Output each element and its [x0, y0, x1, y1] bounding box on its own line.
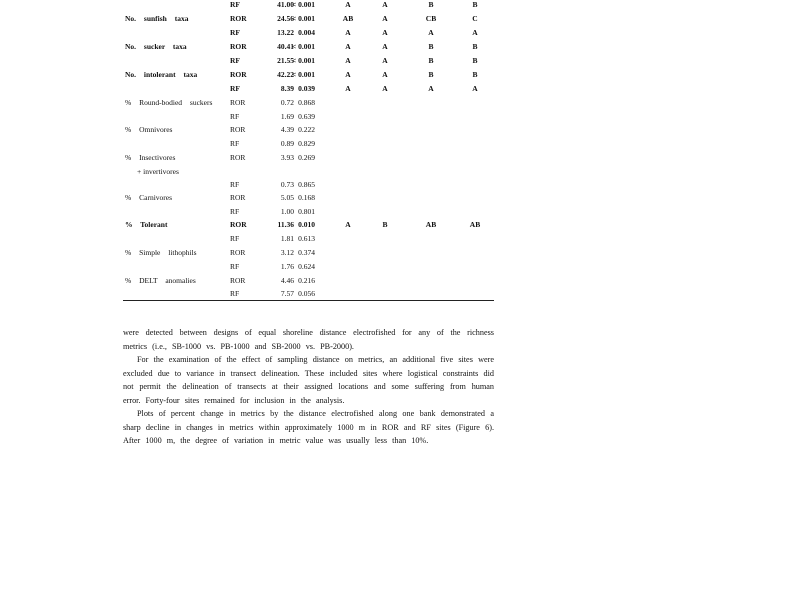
site-group: ROR [230, 98, 246, 107]
tukey-group-letter: B [382, 220, 388, 229]
tukey-group-letter: B [472, 70, 478, 79]
tukey-group-letter: A [382, 70, 388, 79]
p-value: 0.829 [298, 139, 315, 148]
tukey-group-letter: B [428, 0, 434, 9]
f-statistic: 4.39 [280, 125, 294, 134]
p-value: < 0.001 [291, 0, 315, 9]
site-group: RF [230, 28, 240, 37]
p-value: 0.374 [298, 248, 315, 257]
tukey-group-letter: A [472, 28, 478, 37]
f-statistic: 3.93 [280, 153, 294, 162]
f-statistic: 24.56 [277, 14, 294, 23]
tukey-group-letter: A [382, 0, 388, 9]
site-group: ROR [230, 193, 246, 202]
p-value: 0.216 [298, 276, 315, 285]
p-value: 0.010 [298, 220, 315, 229]
metric-label: % Omnivores [125, 125, 173, 134]
p-value: 0.624 [298, 262, 315, 271]
p-value: 0.865 [298, 180, 315, 189]
metric-label: % Tolerant [125, 220, 168, 229]
metric-label: No. sunfish taxa [125, 14, 189, 23]
site-group: RF [230, 289, 240, 298]
site-group: RF [230, 139, 240, 148]
metric-label: + invertivores [137, 167, 179, 176]
p-value: 0.613 [298, 234, 315, 243]
f-statistic: 0.72 [280, 98, 294, 107]
f-statistic: 41.00 [277, 0, 294, 9]
tukey-group-letter: CB [425, 14, 437, 23]
site-group: RF [230, 207, 240, 216]
site-group: RF [230, 56, 240, 65]
paragraph-richness-metrics: were detected between designs of equal shoreline distance electrofished for any of the richness metrics (i.e., SB-1000 vs. PB-1000 and SB-2000 vs. PB-2000). [123, 328, 494, 351]
p-value: 0.039 [298, 84, 315, 93]
metric-label: % DELT anomalies [125, 276, 196, 285]
p-value: 0.168 [298, 193, 315, 202]
site-group: ROR [230, 276, 246, 285]
tukey-group-letter: A [345, 56, 351, 65]
p-value: < 0.001 [291, 56, 315, 65]
tukey-group-letter: A [382, 56, 388, 65]
p-value: 0.004 [298, 28, 315, 37]
f-statistic: 13.22 [277, 28, 294, 37]
f-statistic: 5.05 [280, 193, 294, 202]
site-group: ROR [230, 42, 247, 51]
metric-label: % Insectivores [125, 153, 176, 162]
site-group: ROR [230, 14, 247, 23]
tukey-group-letter: C [472, 14, 478, 23]
tukey-group-letter: A [428, 28, 434, 37]
site-group: RF [230, 0, 240, 9]
p-value: 0.056 [298, 289, 315, 298]
tukey-group-letter: B [428, 56, 434, 65]
tukey-group-letter: A [345, 220, 351, 229]
f-statistic: 1.76 [280, 262, 294, 271]
tukey-group-letter: A [428, 84, 434, 93]
site-group: RF [230, 262, 240, 271]
paragraph-percent-change: Plots of percent change in metrics by the distance electrofished along one bank demonstrated a sharp decline in changes in metrics within approximately 1000 m in ROR and RF sites (Figure 6). After 1000 m, the degree of variation in metric value was usually less than 10%. [123, 409, 494, 445]
tukey-group-letter: A [382, 84, 388, 93]
tukey-group-letter: A [345, 84, 351, 93]
tukey-group-letter: B [472, 56, 478, 65]
site-group: ROR [230, 220, 247, 229]
f-statistic: 11.36 [277, 220, 294, 229]
p-value: < 0.001 [291, 42, 315, 51]
tukey-group-letter: A [472, 84, 478, 93]
tukey-group-letter: B [472, 0, 478, 9]
tukey-group-letter: B [472, 42, 478, 51]
p-value: 0.868 [298, 98, 315, 107]
site-group: ROR [230, 125, 246, 134]
paragraph-sampling-distance: For the examination of the effect of sampling distance on metrics, an additional five sites were excluded due to variance in transect delineation. These included sites where logistical constraints did not permit the delineation of transects at their assigned locations and some suffering from human error. Forty-four sites remained for inclusion in the analysis. [123, 355, 494, 405]
tukey-group-letter: B [428, 70, 434, 79]
site-group: RF [230, 234, 240, 243]
tukey-group-letter: AB [342, 14, 354, 23]
f-statistic: 8.39 [280, 84, 294, 93]
tukey-group-letter: B [428, 42, 434, 51]
anova-results-table [0, 0, 800, 300]
site-group: ROR [230, 70, 247, 79]
f-statistic: 42.22 [277, 70, 294, 79]
site-group: RF [230, 180, 240, 189]
table-bottom-rule [123, 300, 494, 301]
f-statistic: 21.55 [277, 56, 294, 65]
f-statistic: 0.89 [280, 139, 294, 148]
tukey-group-letter: A [345, 70, 351, 79]
f-statistic: 7.57 [280, 289, 294, 298]
tukey-group-letter: A [345, 42, 351, 51]
metric-label: % Round-bodied suckers [125, 98, 213, 107]
metric-label: % Simple lithophils [125, 248, 197, 257]
f-statistic: 1.00 [280, 207, 294, 216]
f-statistic: 4.46 [280, 276, 294, 285]
tukey-group-letter: A [382, 42, 388, 51]
f-statistic: 1.69 [280, 112, 294, 121]
f-statistic: 1.81 [280, 234, 294, 243]
f-statistic: 0.73 [280, 180, 294, 189]
body-text [123, 326, 494, 448]
site-group: ROR [230, 153, 246, 162]
site-group: ROR [230, 248, 246, 257]
metric-label: % Carnivores [125, 193, 173, 202]
p-value: < 0.001 [291, 70, 315, 79]
tukey-group-letter: AB [469, 220, 481, 229]
p-value: < 0.001 [291, 14, 315, 23]
f-statistic: 3.12 [280, 248, 294, 257]
tukey-group-letter: A [382, 14, 388, 23]
metric-label: No. sucker taxa [125, 42, 187, 51]
tukey-group-letter: A [382, 28, 388, 37]
site-group: RF [230, 112, 240, 121]
f-statistic: 40.41 [277, 42, 294, 51]
tukey-group-letter: A [345, 28, 351, 37]
metric-label: No. intolerant taxa [125, 70, 198, 79]
p-value: 0.639 [298, 112, 315, 121]
p-value: 0.222 [298, 125, 315, 134]
p-value: 0.269 [298, 153, 315, 162]
tukey-group-letter: AB [425, 220, 437, 229]
p-value: 0.801 [298, 207, 315, 216]
tukey-group-letter: A [345, 0, 351, 9]
site-group: RF [230, 84, 240, 93]
